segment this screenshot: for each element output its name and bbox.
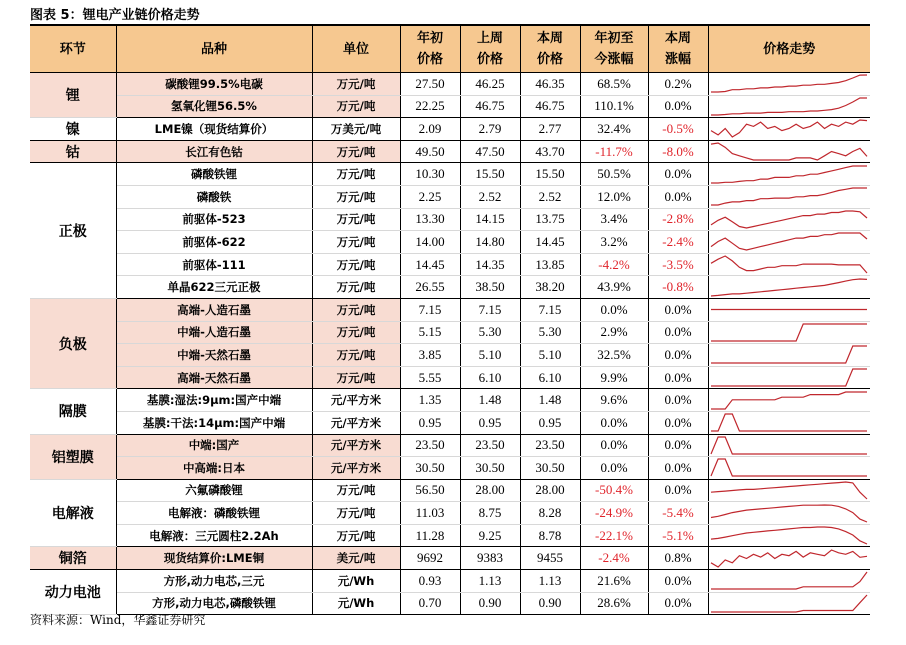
cell-start-price: 14.00: [400, 231, 460, 254]
cell-ytd-change: 50.5%: [580, 163, 648, 186]
cell-start-price: 56.50: [400, 479, 460, 502]
unit-cell: 万元/吨: [312, 344, 400, 367]
cell-ytd-change: 32.4%: [580, 118, 648, 141]
cell-start-price: 11.28: [400, 524, 460, 547]
sparkline-svg: [709, 390, 869, 411]
sparkline-series: [711, 437, 867, 454]
sparkline-svg: [709, 322, 869, 343]
cell-last-week-price: 1.48: [460, 389, 520, 412]
sparkline-series: [711, 482, 867, 499]
cell-ytd-change: 21.6%: [580, 570, 648, 593]
cell-start-price: 23.50: [400, 434, 460, 457]
unit-cell: 万元/吨: [312, 95, 400, 118]
price-trend-sparkline: [708, 73, 870, 96]
cell-last-week-price: 1.13: [460, 570, 520, 593]
price-trend-sparkline: [708, 524, 870, 547]
source-note: 资料来源：Wind，华鑫证券研究: [30, 613, 206, 627]
cell-ytd-change: 0.0%: [580, 298, 648, 321]
segment-cell: 正极: [30, 163, 116, 299]
cell-last-week-price: 14.35: [460, 253, 520, 276]
unit-cell: 元/平方米: [312, 389, 400, 412]
price-trend-sparkline: [708, 502, 870, 525]
cell-start-price: 0.70: [400, 592, 460, 615]
cell-last-week-price: 0.90: [460, 592, 520, 615]
sparkline-svg: [709, 457, 869, 478]
cell-this-week-price: 23.50: [520, 434, 580, 457]
price-trend-sparkline: [708, 118, 870, 141]
table-row: [30, 276, 870, 299]
unit-cell: 万元/吨: [312, 366, 400, 389]
sparkline-series: [711, 188, 867, 205]
table-row: [30, 208, 870, 231]
table-row: [30, 73, 870, 96]
cell-ytd-change: -24.9%: [580, 502, 648, 525]
cell-last-week-price: 14.15: [460, 208, 520, 231]
product-name: LME镍（现货结算价）: [116, 118, 312, 141]
unit-cell: 万美元/吨: [312, 118, 400, 141]
cell-this-week-price: 46.75: [520, 95, 580, 118]
cell-week-change: -0.8%: [648, 276, 708, 299]
sparkline-svg: [709, 299, 869, 320]
product-name: 六氟磷酸锂: [116, 479, 312, 502]
sparkline-svg: [709, 503, 869, 524]
cell-week-change: -5.4%: [648, 502, 708, 525]
cell-ytd-change: 9.6%: [580, 389, 648, 412]
unit-cell: 美元/吨: [312, 547, 400, 570]
cell-start-price: 0.93: [400, 570, 460, 593]
unit-cell: 万元/吨: [312, 298, 400, 321]
cell-start-price: 27.50: [400, 73, 460, 96]
price-trend-sparkline: [708, 479, 870, 502]
cell-week-change: 0.2%: [648, 73, 708, 96]
cell-this-week-price: 0.95: [520, 411, 580, 434]
cell-ytd-change: 3.4%: [580, 208, 648, 231]
sparkline-series: [711, 392, 867, 409]
cell-week-change: 0.8%: [648, 547, 708, 570]
sparkline-series: [711, 572, 867, 589]
price-trend-sparkline: [708, 321, 870, 344]
cell-week-change: 0.0%: [648, 389, 708, 412]
header-start-price: 年初 价格: [400, 26, 460, 73]
unit-cell: 万元/吨: [312, 208, 400, 231]
product-name: 长江有色钴: [116, 140, 312, 163]
sparkline-svg: [709, 412, 869, 433]
cell-start-price: 11.03: [400, 502, 460, 525]
cell-start-price: 22.25: [400, 95, 460, 118]
price-trend-sparkline: [708, 163, 870, 186]
product-name: 中端-人造石墨: [116, 321, 312, 344]
cell-ytd-change: -50.4%: [580, 479, 648, 502]
cell-start-price: 30.50: [400, 457, 460, 480]
sparkline-svg: [709, 480, 869, 501]
sparkline-series: [711, 550, 867, 567]
cell-start-price: 9692: [400, 547, 460, 570]
product-name: 基膜:湿法:9μm:国产中端: [116, 389, 312, 412]
unit-cell: 元/Wh: [312, 570, 400, 593]
cell-week-change: 0.0%: [648, 163, 708, 186]
product-name: 方形,动力电芯,三元: [116, 570, 312, 593]
cell-last-week-price: 47.50: [460, 140, 520, 163]
cell-start-price: 2.09: [400, 118, 460, 141]
sparkline-series: [711, 505, 867, 522]
product-name: 碳酸锂99.5%电碳: [116, 73, 312, 96]
price-trend-sparkline: [708, 547, 870, 570]
header-segment: 环节: [30, 26, 116, 73]
unit-cell: 万元/吨: [312, 185, 400, 208]
cell-last-week-price: 8.75: [460, 502, 520, 525]
price-trend-sparkline: [708, 140, 870, 163]
cell-this-week-price: 1.48: [520, 389, 580, 412]
cell-this-week-price: 2.77: [520, 118, 580, 141]
cell-this-week-price: 0.90: [520, 592, 580, 615]
table-row: [30, 140, 870, 163]
sparkline-series: [711, 414, 867, 431]
cell-start-price: 13.30: [400, 208, 460, 231]
cell-this-week-price: 6.10: [520, 366, 580, 389]
cell-ytd-change: 43.9%: [580, 276, 648, 299]
table-row: [30, 570, 870, 593]
segment-cell: 电解液: [30, 479, 116, 547]
cell-ytd-change: 0.0%: [580, 457, 648, 480]
table-row: [30, 231, 870, 254]
product-name: 现货结算价:LME铜: [116, 547, 312, 570]
cell-ytd-change: -22.1%: [580, 524, 648, 547]
sparkline-svg: [709, 209, 869, 230]
cell-this-week-price: 13.85: [520, 253, 580, 276]
header-product: 品种: [116, 26, 312, 73]
unit-cell: 元/平方米: [312, 411, 400, 434]
table-row: [30, 366, 870, 389]
cell-week-change: 0.0%: [648, 298, 708, 321]
cell-last-week-price: 5.30: [460, 321, 520, 344]
cell-start-price: 0.95: [400, 411, 460, 434]
figure-title: 图表 5：锂电产业链价格走势: [30, 8, 200, 23]
sparkline-svg: [709, 277, 869, 298]
price-trend-sparkline: [708, 366, 870, 389]
product-name: 中端:国产: [116, 434, 312, 457]
cell-this-week-price: 46.35: [520, 73, 580, 96]
cell-last-week-price: 46.25: [460, 73, 520, 96]
cell-week-change: 0.0%: [648, 95, 708, 118]
cell-week-change: 0.0%: [648, 479, 708, 502]
segment-cell: 隔膜: [30, 389, 116, 434]
cell-last-week-price: 15.50: [460, 163, 520, 186]
price-trend-sparkline: [708, 411, 870, 434]
cell-last-week-price: 6.10: [460, 366, 520, 389]
cell-ytd-change: -4.2%: [580, 253, 648, 276]
price-trend-sparkline: [708, 389, 870, 412]
cell-ytd-change: 0.0%: [580, 434, 648, 457]
sparkline-svg: [709, 570, 869, 591]
sparkline-svg: [709, 186, 869, 207]
price-trend-sparkline: [708, 457, 870, 480]
sparkline-svg: [709, 593, 869, 614]
cell-week-change: 0.0%: [648, 321, 708, 344]
cell-week-change: -8.0%: [648, 140, 708, 163]
cell-start-price: 26.55: [400, 276, 460, 299]
unit-cell: 万元/吨: [312, 502, 400, 525]
cell-this-week-price: 5.10: [520, 344, 580, 367]
cell-start-price: 3.85: [400, 344, 460, 367]
segment-cell: 锂: [30, 73, 116, 118]
segment-cell: 负极: [30, 298, 116, 388]
table-row: [30, 457, 870, 480]
cell-this-week-price: 1.13: [520, 570, 580, 593]
product-name: 中端-天然石墨: [116, 344, 312, 367]
cell-week-change: -0.5%: [648, 118, 708, 141]
cell-week-change: 0.0%: [648, 592, 708, 615]
header-unit: 单位: [312, 26, 400, 73]
product-name: 磷酸铁锂: [116, 163, 312, 186]
segment-cell: 铜箔: [30, 547, 116, 570]
sparkline-series: [711, 75, 867, 92]
unit-cell: 万元/吨: [312, 321, 400, 344]
header-week-change: 本周 涨幅: [648, 26, 708, 73]
cell-last-week-price: 30.50: [460, 457, 520, 480]
cell-last-week-price: 5.10: [460, 344, 520, 367]
product-name: 电解液：磷酸铁锂: [116, 502, 312, 525]
cell-start-price: 10.30: [400, 163, 460, 186]
price-trend-sparkline: [708, 434, 870, 457]
cell-this-week-price: 28.00: [520, 479, 580, 502]
table-row: [30, 502, 870, 525]
table-row: [30, 253, 870, 276]
cell-this-week-price: 2.52: [520, 185, 580, 208]
table-row: [30, 321, 870, 344]
sparkline-svg: [709, 367, 869, 388]
sparkline-series: [711, 346, 867, 363]
sparkline-series: [711, 98, 867, 115]
product-name: 电解液：三元圆柱2.2Ah: [116, 524, 312, 547]
cell-ytd-change: 28.6%: [580, 592, 648, 615]
sparkline-series: [711, 279, 867, 296]
sparkline-series: [711, 369, 867, 386]
sparkline-series: [711, 233, 867, 250]
price-trend-sparkline: [708, 570, 870, 593]
price-trend-sparkline: [708, 344, 870, 367]
unit-cell: 元/平方米: [312, 457, 400, 480]
sparkline-series: [711, 324, 867, 341]
sparkline-svg: [709, 435, 869, 456]
unit-cell: 万元/吨: [312, 276, 400, 299]
product-name: 中高端:日本: [116, 457, 312, 480]
table-body: [30, 73, 870, 615]
header-this-week: 本周 价格: [520, 26, 580, 73]
cell-week-change: -2.8%: [648, 208, 708, 231]
price-table: [30, 26, 870, 615]
product-name: 氢氧化锂56.5%: [116, 95, 312, 118]
cell-this-week-price: 14.45: [520, 231, 580, 254]
sparkline-svg: [709, 96, 869, 117]
cell-this-week-price: 15.50: [520, 163, 580, 186]
cell-start-price: 1.35: [400, 389, 460, 412]
unit-cell: 元/Wh: [312, 592, 400, 615]
cell-week-change: 0.0%: [648, 434, 708, 457]
header-last-week: 上周 价格: [460, 26, 520, 73]
sparkline-svg: [709, 254, 869, 275]
cell-week-change: -2.4%: [648, 231, 708, 254]
segment-cell: 钴: [30, 140, 116, 163]
cell-last-week-price: 38.50: [460, 276, 520, 299]
sparkline-series: [711, 256, 867, 273]
table-row: [30, 118, 870, 141]
table-row: [30, 185, 870, 208]
table-row: [30, 163, 870, 186]
cell-ytd-change: 32.5%: [580, 344, 648, 367]
cell-start-price: 2.25: [400, 185, 460, 208]
cell-this-week-price: 7.15: [520, 298, 580, 321]
unit-cell: 万元/吨: [312, 163, 400, 186]
cell-ytd-change: -2.4%: [580, 547, 648, 570]
price-trend-sparkline: [708, 185, 870, 208]
table-row: [30, 524, 870, 547]
cell-ytd-change: 9.9%: [580, 366, 648, 389]
segment-cell: 铝塑膜: [30, 434, 116, 479]
cell-week-change: 0.0%: [648, 344, 708, 367]
cell-start-price: 5.55: [400, 366, 460, 389]
segment-cell: 镍: [30, 118, 116, 141]
unit-cell: 万元/吨: [312, 479, 400, 502]
unit-cell: 元/平方米: [312, 434, 400, 457]
cell-last-week-price: 9383: [460, 547, 520, 570]
unit-cell: 万元/吨: [312, 73, 400, 96]
cell-last-week-price: 23.50: [460, 434, 520, 457]
cell-this-week-price: 5.30: [520, 321, 580, 344]
unit-cell: 万元/吨: [312, 253, 400, 276]
cell-week-change: 0.0%: [648, 457, 708, 480]
table-row: [30, 411, 870, 434]
cell-week-change: 0.0%: [648, 185, 708, 208]
header-trend: 价格走势: [708, 26, 870, 73]
cell-this-week-price: 30.50: [520, 457, 580, 480]
sparkline-series: [711, 143, 867, 160]
sparkline-svg: [709, 231, 869, 252]
cell-ytd-change: -11.7%: [580, 140, 648, 163]
sparkline-series: [711, 211, 867, 228]
product-name: 前驱体-622: [116, 231, 312, 254]
cell-this-week-price: 43.70: [520, 140, 580, 163]
table-row: [30, 547, 870, 570]
product-name: 方形,动力电芯,磷酸铁锂: [116, 592, 312, 615]
price-trend-sparkline: [708, 298, 870, 321]
cell-last-week-price: 7.15: [460, 298, 520, 321]
price-trend-sparkline: [708, 95, 870, 118]
sparkline-series: [711, 527, 867, 544]
header-ytd-change: 年初至 今涨幅: [580, 26, 648, 73]
cell-start-price: 7.15: [400, 298, 460, 321]
cell-week-change: 0.0%: [648, 366, 708, 389]
cell-last-week-price: 46.75: [460, 95, 520, 118]
product-name: 单晶622三元正极: [116, 276, 312, 299]
sparkline-svg: [709, 118, 869, 139]
unit-cell: 万元/吨: [312, 231, 400, 254]
cell-last-week-price: 28.00: [460, 479, 520, 502]
sparkline-svg: [709, 164, 869, 185]
cell-this-week-price: 38.20: [520, 276, 580, 299]
sparkline-series: [711, 595, 867, 612]
cell-last-week-price: 9.25: [460, 524, 520, 547]
cell-week-change: 0.0%: [648, 411, 708, 434]
cell-start-price: 49.50: [400, 140, 460, 163]
table-row: [30, 434, 870, 457]
cell-ytd-change: 68.5%: [580, 73, 648, 96]
cell-this-week-price: 8.28: [520, 502, 580, 525]
table-row: [30, 479, 870, 502]
cell-ytd-change: 3.2%: [580, 231, 648, 254]
product-name: 高端-天然石墨: [116, 366, 312, 389]
sparkline-svg: [709, 344, 869, 365]
sparkline-series: [711, 166, 867, 183]
product-name: 前驱体-523: [116, 208, 312, 231]
sparkline-svg: [709, 141, 869, 162]
table-row: [30, 298, 870, 321]
price-trend-sparkline: [708, 276, 870, 299]
header-row: [30, 26, 870, 73]
cell-last-week-price: 2.52: [460, 185, 520, 208]
sparkline-svg: [709, 525, 869, 546]
product-name: 磷酸铁: [116, 185, 312, 208]
cell-start-price: 5.15: [400, 321, 460, 344]
cell-last-week-price: 14.80: [460, 231, 520, 254]
segment-cell: 动力电池: [30, 570, 116, 615]
cell-week-change: 0.0%: [648, 570, 708, 593]
cell-this-week-price: 9455: [520, 547, 580, 570]
cell-week-change: -5.1%: [648, 524, 708, 547]
price-trend-sparkline: [708, 253, 870, 276]
table-row: [30, 389, 870, 412]
sparkline-series: [711, 120, 867, 137]
sparkline-svg: [709, 548, 869, 569]
sparkline-svg: [709, 73, 869, 94]
price-trend-sparkline: [708, 208, 870, 231]
cell-last-week-price: 2.79: [460, 118, 520, 141]
cell-this-week-price: 8.78: [520, 524, 580, 547]
product-name: 高端-人造石墨: [116, 298, 312, 321]
cell-week-change: -3.5%: [648, 253, 708, 276]
cell-ytd-change: 12.0%: [580, 185, 648, 208]
unit-cell: 万元/吨: [312, 140, 400, 163]
cell-ytd-change: 0.0%: [580, 411, 648, 434]
product-name: 前驱体-111: [116, 253, 312, 276]
cell-start-price: 14.45: [400, 253, 460, 276]
cell-this-week-price: 13.75: [520, 208, 580, 231]
cell-ytd-change: 110.1%: [580, 95, 648, 118]
cell-ytd-change: 2.9%: [580, 321, 648, 344]
unit-cell: 万元/吨: [312, 524, 400, 547]
cell-last-week-price: 0.95: [460, 411, 520, 434]
price-trend-sparkline: [708, 592, 870, 615]
product-name: 基膜:干法:14μm:国产中端: [116, 411, 312, 434]
table-row: [30, 95, 870, 118]
sparkline-series: [711, 459, 867, 476]
price-trend-sparkline: [708, 231, 870, 254]
table-row: [30, 344, 870, 367]
